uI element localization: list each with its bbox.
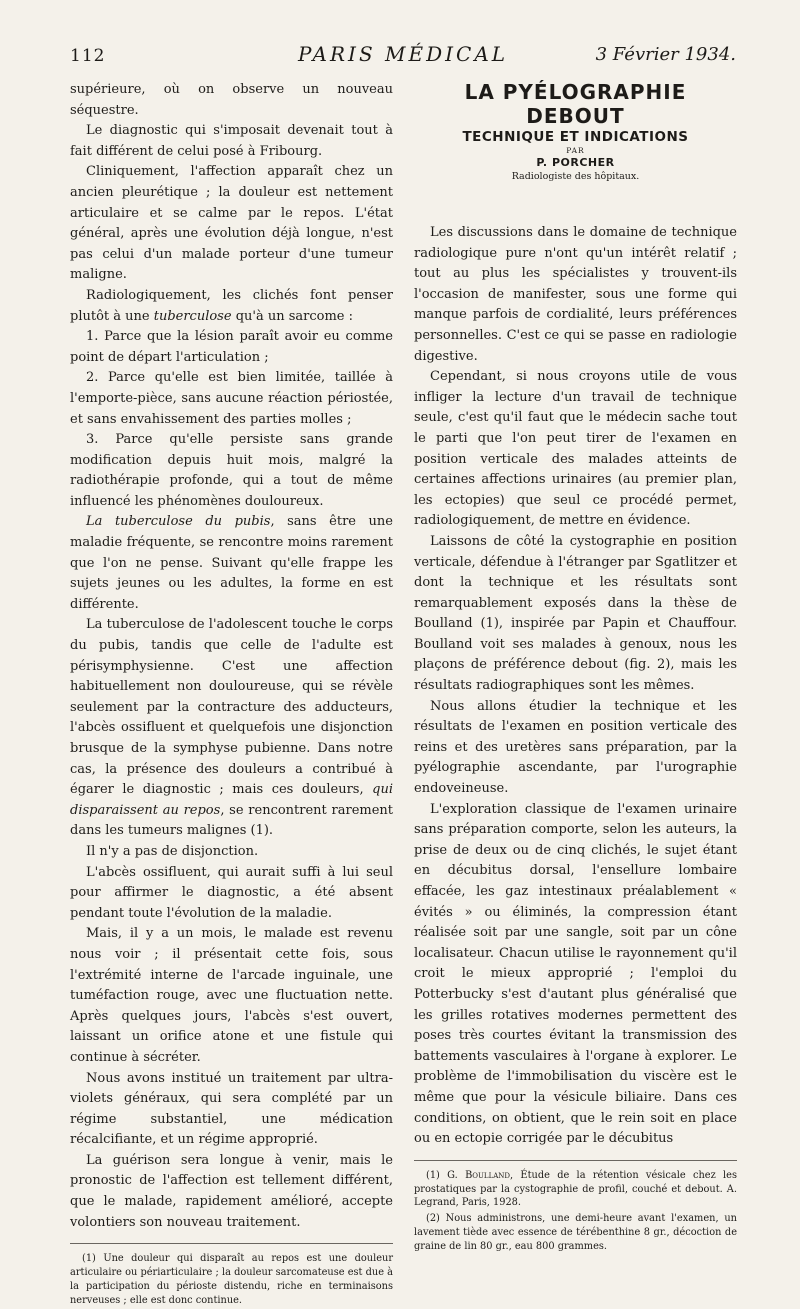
page-number: 112 [70,46,106,66]
footnotes [414,1169,737,1254]
paragraph: La tuberculose de l'adolescent touche le corps du pubis, tandis que celle de l'adulte est périsymphysienne. C'est une affection habituellement non douloureuse, qui se révèle seulement par la contracture des adducteurs, l'abcès ossifluent et quelquefois une disjonction brusque de la symphyse pubienne. Dans notre cas, la présence des douleurs a contribué à égarer le diagnostic ; mais ces douleurs, qui disparaissent au repos, se rencontrent rarement dans les tumeurs malignes (1). [70,617,394,839]
paragraph: Les discussions dans le domaine de technique radiologique pure n'ont qu'un intérêt relatif ; tout au plus les spécialistes y trouvent-ils l'occasion de manifester, sous une forme qui manque parfois de cordialité, leurs préférences personnelles. C'est ce qui se passe en radiologie digestive. [414,225,737,364]
paragraph: Mais, il y a un mois, le malade est revenu nous voir ; il présentait cette fois, sous l'extrémité interne de l'arcade inguinale, une tuméfaction rouge, avec une fluctuation nette. Après quelques jours, l'abcès s'est ouvert, laissant un orifice atone et une fistule qui continue à sécréter. [70,926,393,1065]
footnote-divider [414,1160,737,1161]
footnote: (1) G. Boulland, Étude de la rétention vésicale chez les prostatiques par la cystographie de profil, couché et debout. A. Legrand, Paris, 1928. [414,1169,737,1209]
paragraph: Nous allons étudier la technique et les résultats de l'examen en position verticale des reins et des uretères sans préparation, par la pyélographie ascendante, par l'urographie endoveineuse. [414,698,737,797]
right-column [414,80,737,1256]
issue-date: 3 Février 1934. [595,44,736,65]
emphasis: La tuberculose du pubis [86,514,271,530]
article-title: LA PYÉLOGRAPHIE DEBOUT [464,80,687,128]
list-item: 1. Parce que la lésion paraît avoir eu comme point de départ l'articulation ; [70,329,393,365]
list-item: 3. Parce qu'elle persiste sans grande modification depuis huit mois, malgré la radiothérapie profonde, qui a tout de même influencé les phénomènes douloureux. [70,432,393,509]
paragraph: Laissons de côté la cystographie en position verticale, défendue à l'étranger par Sgatlitzer et dont la technique et les résultats sont remarquablement exposés dans la thèse de Boulland (1), inspirée par Papin et Chauffour. Boulland voit ses malades à genoux, nous les plaçons de préférence debout (fig. 2), mais les résultats radiographiques sont les mêmes. [414,533,737,694]
byline-par: PAR [566,146,585,155]
author-affiliation: Radiologiste des hôpitaux. [511,171,640,182]
footnote: (2) Nous administrons, une demi-heure avant l'examen, un lavement tiède avec essence de térébenthine 8 gr., décoction de graine de lin 80 gr., eau 800 grammes. [414,1213,737,1252]
footnote-divider [70,1243,393,1244]
paragraph: Cependant, si nous croyons utile de vous infliger la lecture d'un travail de technique seule, c'est qu'il faut que le médecin sache tout le parti que l'on peut tirer de l'examen en position verticale des malades atteints de certaines affections urinaires (au premier plan, les ectopies) que seul ce procédé permet, radiologiquement, de mettre en évidence. [414,369,737,529]
footnote: (1) Une douleur qui disparaît au repos est une douleur articulaire ou périarticulaire ; la douleur sarcomateuse est due à la participation du périoste distendu, riche en terminaisons nerveuses ; elle est donc continue. [70,1253,393,1306]
paragraph: L'exploration classique de l'examen urinaire sans préparation comporte, selon les auteurs, la prise de deux ou de cinq clichés, le sujet étant en décubitus dorsal, l'ensellure lombaire effacée, les gaz intestinaux préalablement « évités » ou éliminés, la compression étant réalisée soit par une sangle, soit par un cône localisateur. Chacun utilise le rayonnement qu'il croit le mieux approprié ; l'emploi du Potterbucky s'est d'autant plus généralisé que les grilles rotatives modernes permettent des poses très courtes évitant la transmission des battements vasculaires à l'organe à explorer. Le problème de l'immobilisation du viscère est le même que pour la vésicule biliaire. Dans ces conditions, on obtient, que le rein soit en place ou en ectopie corrigée par le décubitus [414,801,737,1147]
journal-title: PARIS MÉDICAL [297,42,509,66]
paragraph: Il n'y a pas de disjonction. [86,843,259,859]
paragraph: Radiologiquement, les clichés font penser plutôt à une tuberculose qu'à un sarcome : [70,287,393,324]
left-column [70,80,393,1309]
running-header [70,42,736,72]
paragraph: L'abcès ossifluent, qui aurait suffi à lui seul pour affirmer le diagnostic, a été absent pendant toute l'évolution de la maladie. [70,864,393,921]
list-item: 2. Parce qu'elle est bien limitée, taillée à l'emporte-pièce, sans aucune réaction périostée, et sans envahissement des parties molles ; [70,370,393,427]
paragraph: La tuberculose du pubis, sans être une maladie fréquente, se rencontre moins rarement que l'on ne pense. Suivant qu'elle frappe les sujets jeunes ou les adultes, la forme en est différente. [70,514,393,612]
emphasis: qui disparaissent au repos [70,782,393,818]
paragraph: supérieure, où on observe un nouveau séquestre. [70,82,393,118]
emphasis: tuberculose [153,308,232,324]
paragraph: La guérison sera longue à venir, mais le pronostic de l'affection est tellement différent, que le malade, rapidement amélioré, accepte volontiers son nouveau traitement. [70,1152,393,1230]
paragraph: Cliniquement, l'affection apparaît chez un ancien pleurétique ; la douleur est nettement articulaire et se calme par le repos. L'état général, après une évolution déjà longue, n'est pas celui d'un malade porteur d'une tumeur maligne. [70,164,393,283]
paragraph: Le diagnostic qui s'imposait devenait tout à fait différent de celui posé à Fribourg. [70,123,393,159]
article-subtitle: TECHNIQUE ET INDICATIONS [462,129,689,145]
footnotes [70,1252,393,1307]
author-name: P. PORCHER [536,156,615,169]
paragraph: Nous avons institué un traitement par ultra-violets généraux, qui sera complété par un régime substantiel, une médication récalcifiante, et un régime approprié. [70,1070,393,1148]
author-smallcaps: Boulland [465,1169,511,1181]
